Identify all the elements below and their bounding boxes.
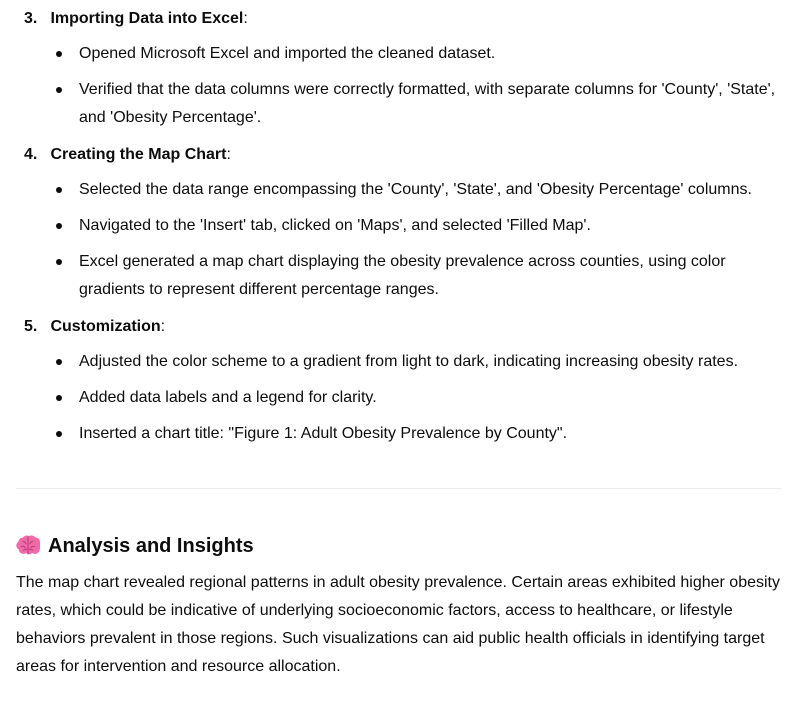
list-item: Adjusted the color scheme to a gradient from light to dark, indicating increasing obesity rates. bbox=[79, 353, 739, 370]
bullet-icon bbox=[56, 223, 62, 229]
step-title: Importing Data into Excel bbox=[50, 10, 244, 27]
bullet-icon bbox=[56, 187, 62, 193]
step-colon: : bbox=[243, 10, 248, 27]
bullet-icon bbox=[56, 395, 62, 401]
list-item: Navigated to the 'Insert' tab, clicked on 'Maps', and selected 'Filled Map'. bbox=[79, 217, 591, 234]
list-item: Selected the data range encompassing the 'County', 'State', and 'Obesity Percentage' columns. bbox=[79, 181, 752, 198]
bullet-icon bbox=[56, 51, 62, 57]
step-colon: : bbox=[160, 318, 166, 335]
list-item: Opened Microsoft Excel and imported the cleaned dataset. bbox=[79, 45, 496, 62]
step-number: 3. bbox=[24, 10, 38, 27]
step-4-heading bbox=[24, 145, 231, 165]
step-5-heading bbox=[24, 317, 165, 337]
analysis-paragraph: The map chart revealed regional patterns in adult obesity prevalence. Certain areas exhibited higher obesity rates, which could be indicative of underlying socioeconomic factors, access to healthcare, or lifestyle behaviors prevalent in those regions. Such visualizations can aid public health officials in identifying target areas for intervention and resource allocation. bbox=[16, 574, 780, 675]
analysis-heading-text: Analysis and Insights bbox=[48, 535, 254, 557]
step-colon: : bbox=[226, 146, 231, 163]
list-item: Inserted a chart title: "Figure 1: Adult Obesity Prevalence by County". bbox=[79, 425, 568, 442]
bullet-icon bbox=[56, 259, 62, 265]
step-number: 4. bbox=[24, 146, 38, 163]
bullet-icon bbox=[56, 359, 62, 365]
list-item: Added data labels and a legend for clarity. bbox=[79, 389, 377, 406]
step-title: Customization bbox=[50, 318, 161, 335]
list-item: Verified that the data columns were correctly formatted, with separate columns for 'County', 'State', and 'Obesity Percentage'. bbox=[79, 81, 776, 126]
bullet-icon bbox=[56, 87, 62, 93]
step-3-heading bbox=[24, 9, 248, 29]
step-title: Creating the Map Chart bbox=[50, 146, 227, 163]
section-divider bbox=[16, 488, 781, 489]
bullet-icon bbox=[56, 431, 62, 437]
step-number: 5. bbox=[24, 318, 38, 335]
analysis-heading bbox=[16, 533, 254, 559]
brain-icon bbox=[16, 535, 40, 557]
list-item: Excel generated a map chart displaying the obesity prevalence across counties, using color gradients to represent different percentage ranges. bbox=[79, 253, 726, 298]
